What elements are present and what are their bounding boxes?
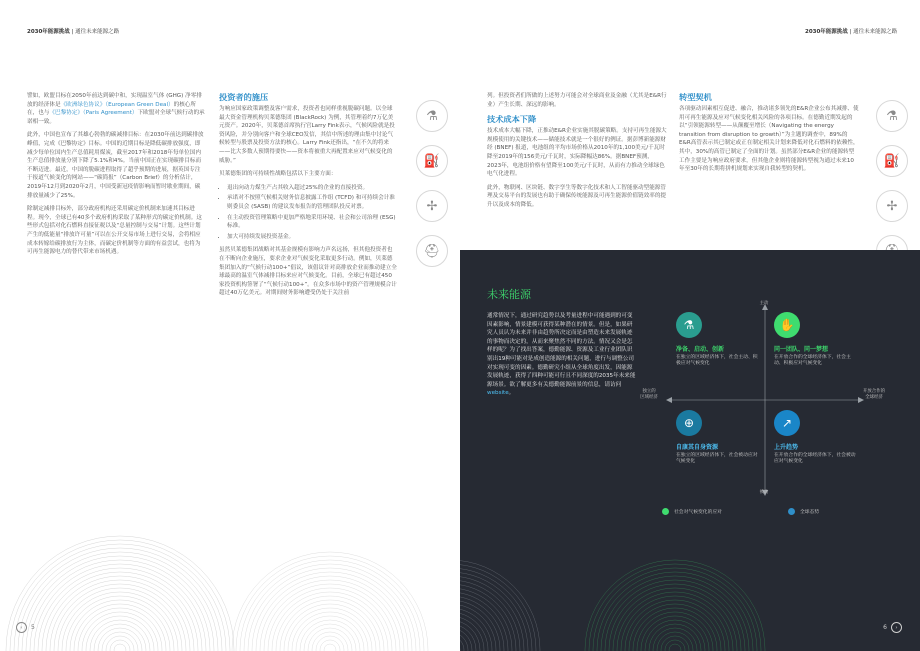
legend-item: 社会对气候变化的应对 <box>662 508 722 515</box>
decorative-ring <box>22 552 218 651</box>
decorative-ring <box>98 628 142 651</box>
decorative-ring <box>256 576 404 651</box>
decorative-ring <box>42 572 198 651</box>
decorative-ring <box>236 556 424 651</box>
hard-hat-icon: ⛑ <box>416 235 448 267</box>
decorative-ring <box>78 608 162 651</box>
decorative-ring <box>54 584 186 651</box>
decorative-ring <box>276 596 384 651</box>
wind-turbine-icon: ✢ <box>876 190 908 222</box>
decorative-ring <box>460 584 516 651</box>
paragraph: 技术成本大幅下降，正推动E&R企业实施其脱碳策略。支持可再生能源大规模使用的关键技术——储能技术就是一个很好的例证。据彭博新能源财经 (BNEF) 报道，电池组的平均市场价格从2010年的1,100美元/千瓦时降至2019年的156美元/千瓦时，实际降幅达86%。据BNEF预测，2023年，电池组价格有望降至100美元/千瓦时，从而有力推动全球绿色电气化进程。 <box>487 128 667 178</box>
right-column-1 <box>487 92 667 215</box>
decorative-ring <box>252 572 408 651</box>
decorative-ring <box>460 568 532 651</box>
decorative-ring <box>460 596 504 651</box>
decorative-ring <box>292 612 368 651</box>
decorative-ring <box>460 600 500 651</box>
decorative-ring <box>82 612 158 651</box>
decorative-ring <box>66 596 174 651</box>
scenario-quadrant <box>774 410 858 466</box>
section-heading: 转型契机 <box>679 92 712 102</box>
decorative-ring <box>460 560 540 651</box>
decorative-ring <box>625 600 725 651</box>
decorative-ring <box>589 564 761 651</box>
decorative-ring <box>460 632 468 651</box>
paragraph: 此外，中国也宣布了其雄心勃勃的碳减排目标：在2030年前达到碳排放峰值，完成《巴黎协定》目标。中国的近期目标是降低碳排放强度，即减少每单位国内生产总值耗用煤炭，截至2017年和2018年每单位国内生产总值排放量分别下降了5.1%和4%。当前中国正在实现碳排目标而不断迈进。最近，中国的脱碳进程取得了超乎预期的进展，据英国专注于报道气候变化的网站——“碳简报”（Carbon Brief）的分析估计，2019年12月到2020年2月，中国受新冠疫情影响而暂时歇业期间，碳排放量减少了25%。 <box>27 132 204 199</box>
decorative-ring <box>460 612 488 651</box>
page-number: 6 › <box>883 622 902 633</box>
scenario-quadrant <box>676 312 760 368</box>
prev-page-icon[interactable]: ‹ <box>16 622 27 633</box>
globe-icon: ⊕ <box>676 410 702 436</box>
decorative-ring <box>609 584 741 651</box>
quadrant-title: 上升趋势 <box>774 444 799 451</box>
strategy-list <box>219 184 397 242</box>
quadrant-description: 在独立的区域经济体下，社会被动应对气候变化 <box>676 453 758 465</box>
decorative-ring <box>669 644 681 651</box>
paragraph: 虽然贝莱德集团战略对其基金规模有影响力声名远扬，但其他投资者也在不断向企业施压，要求企业对气候变化采取更多行动。例如，贝莱德集团加入的“气候行动100+”倡议，该倡议针对高排放企业而推动建立全球最高的温室气体减排目标来应对气候变化。目前，全球已有超过450家投资机构签署了“气候行动100+”。在众多市场中的资产管理规模合计超过40万亿美元。对期间财务影响遭受仍处于关注前 <box>219 247 397 297</box>
decorative-ring <box>649 624 701 651</box>
flask-icon: ⚗ <box>876 100 908 132</box>
decorative-ring <box>460 636 464 651</box>
decorative-ring <box>605 580 745 651</box>
section-heading: 投资者的施压 <box>219 92 269 102</box>
flask-icon: ⚗ <box>676 312 702 338</box>
decorative-ring <box>46 576 194 651</box>
paris-agreement-link[interactable]: 《巴黎协定》（Paris Agreement） <box>49 110 138 117</box>
paragraph: 此外，物联网、区块链、数字孪生等数字化技术和人工智能驱动型能源管理及交易平台的发展也有助于确保传统能源及可再生能源价值链效率的提升以及成本的降低。 <box>487 184 667 208</box>
decorative-ring <box>460 564 536 651</box>
decorative-ring <box>460 608 492 651</box>
decorative-ring <box>460 620 480 651</box>
decorative-ring <box>6 536 234 651</box>
decorative-ring <box>14 544 226 651</box>
right-column-2 <box>679 92 859 179</box>
list-item: • 加大可持续发展投资基金。 <box>227 233 397 242</box>
decorative-ring <box>460 580 520 651</box>
decorative-ring <box>308 628 352 651</box>
decorative-ring <box>593 568 757 651</box>
decorative-ring <box>110 640 130 651</box>
right-page <box>460 0 920 651</box>
decorative-ring <box>613 588 737 651</box>
page-header <box>27 27 119 35</box>
next-page-icon[interactable]: › <box>891 622 902 633</box>
report-title: 2030年能源挑战 <box>805 29 848 35</box>
quadrant-description: 在开放合作的全球经济体下，社会主动、积极应对气候变化 <box>774 355 851 367</box>
decorative-ring <box>62 592 178 651</box>
decorative-ring <box>244 564 416 651</box>
decorative-ring <box>106 636 134 651</box>
quadrant-description: 在独立的区域经济体下，社会主动、积极应对气候变化 <box>676 355 758 367</box>
decorative-ring <box>34 564 206 651</box>
paragraph: 贝莱德集团的可持续性战略包括以下主要方面： <box>219 171 337 178</box>
report-subtitle: 通往未来能源之路 <box>75 29 120 35</box>
header-separator: | <box>71 29 74 35</box>
oil-pump-icon: ⛽ <box>416 145 448 177</box>
decorative-ring <box>633 608 717 651</box>
decorative-ring <box>324 644 336 651</box>
future-energy-text: 通常情况下，通过研究趋势以及考量进程中可能遇到的可变因素影响，情景建模可获得某种潜在的情景。但是，如果研究人员认为未来并非由趋势所决定而是由塑造未来发展轨迹的事物而决定的，从而来聚焦然不同的方法。情况又会是怎样的呢？为了找出答案，德勤能源、资源及工业行业团队识别出19种可能对是成创造能源的相关问题，进行与调整公司对实现可变的因素。德勤研究小组从全球角度出发，因能源发展轨迹，获得了四种可能可行且不同深度的2035年未来能源场景。欲了解更多有关德勤能源前景的信息，请访问website。 <box>487 313 636 397</box>
decorative-ring <box>38 568 202 651</box>
decorative-ring <box>617 592 733 651</box>
decorative-ring <box>248 568 412 651</box>
decorative-ring <box>268 588 392 651</box>
decorative-ring <box>288 608 372 651</box>
header-separator: | <box>849 29 852 35</box>
decorative-ring <box>114 644 126 651</box>
decorative-ring <box>665 640 685 651</box>
scenario-quadrant <box>774 312 858 368</box>
paragraph: 为响应国家政策调整及客户需求，投资者也同样重视脱碳问题。以全球最大资金管理机构贝莱德集团 (BlackRock) 为例，其管理着约7万亿美元资产。2020年，贝莱德首席执行官Larry Fink表示，气候风险就是投资风险，并分别向客户和全球CEO发信，其信中所述的理由集中讨论气候转型与股票及投资方法的核心。Larry Fink还指出，“在不久的将来——比大多数人预期得要快——资本将被重大再配置来应对气候变化的威胁。” <box>219 106 395 164</box>
paragraph: 各项驱动因素相互促进、融合，推动诸多领先的E&R企业公布其减排、使用可再生能源及应对气候变化相关风险的各项目标。在德勤近期发起的以“引领能源转型——从颠覆至增长（Navigating the energy transition from disruption to growth）”为主题的调查中，89%的E&R高管表示其已制定或正在制定相关计划来降低对化石燃料的依赖性，其中，30%的高管已制定了全面的计划。虽然部分E&R企业的能源转型工作主要是为响应政府要求，但其他企业则将能源转型视为通过未来10年至30年的长期将拼机规划来实现自我转型的契机。 <box>679 106 859 173</box>
decorative-ring <box>460 616 484 651</box>
decorative-ring <box>460 624 476 651</box>
quadrant-title: 同一团队、同一梦想 <box>774 346 829 353</box>
report-subtitle: 通往未来能源之路 <box>853 29 898 35</box>
decorative-ring <box>296 616 364 651</box>
decorative-ring <box>26 556 214 651</box>
decorative-ring <box>460 588 512 651</box>
decorative-ring <box>645 620 705 651</box>
axis-right-label: 开放合作的 全球经济 <box>863 389 885 400</box>
decorative-ring <box>86 616 154 651</box>
decorative-ring <box>272 592 388 651</box>
decorative-ring <box>74 604 166 651</box>
green-deal-link[interactable]: 《欧洲绿色协议》（European Green Deal） <box>60 101 174 108</box>
decorative-ring <box>601 576 749 651</box>
wind-turbine-icon: ✢ <box>416 190 448 222</box>
decorative-ring <box>70 600 170 651</box>
decorative-ring <box>629 604 721 651</box>
decorative-ring <box>316 636 344 651</box>
paragraph: 列。但投资者们所做的上述努力可能会对全球商业及金融（尤其是E&R行业）产生长期、深远的影响。 <box>487 93 667 108</box>
decorative-ring <box>18 548 222 651</box>
decorative-ring <box>320 640 340 651</box>
decorative-ring <box>460 572 528 651</box>
list-item: • 退出向动力煤生产占其收入超过25%的企业的直接投资。 <box>227 184 397 193</box>
green-dot-icon <box>662 508 669 515</box>
decorative-ring <box>460 576 524 651</box>
section-heading: 技术成本下降 <box>487 114 537 125</box>
decorative-ring <box>585 560 765 651</box>
scenario-quadrant <box>676 410 760 466</box>
left-column-2 <box>219 92 397 303</box>
blue-dot-icon <box>788 508 795 515</box>
decorative-ring <box>300 620 360 651</box>
decorative-ring <box>264 584 396 651</box>
axis-left-label: 独立的 区域经济 <box>640 389 658 400</box>
axis-top-label: 主动 <box>759 301 769 306</box>
flask-icon: ⚗ <box>416 100 448 132</box>
page-header <box>805 27 897 35</box>
decorative-ring <box>657 632 693 651</box>
decorative-ring <box>460 604 496 651</box>
future-energy-panel <box>460 250 920 651</box>
decorative-ring <box>460 628 472 651</box>
decorative-ring <box>260 580 400 651</box>
decorative-ring <box>460 592 508 651</box>
decorative-ring <box>30 560 210 651</box>
legend-item: 全球态势 <box>788 508 819 515</box>
paragraph: 除制定减排目标外，部分政府机构还采用碳定价机制来加速其目标进程。现今，全球已有40多个政府机构采取了某种形式的碳定价机制。这些形式包括对化石燃料直接征税以及“总量控制与交易”计划。这些计划产生的低能量“排放许可量”可以在公开交易市场上进行交易，会将相应成本转嫁给碳排放行为主体，而碳定价机制等方面的有益尝试，也将为可再生能源电力的替代带来市场机遇。 <box>27 206 202 256</box>
future-energy-title: 未来能源 <box>487 288 531 301</box>
axis-bottom-label: 被动 <box>759 490 769 495</box>
quadrant-description: 在开放合作的全球经济体下，社会被动应对气候变化 <box>774 453 856 465</box>
decorative-ring <box>94 624 146 651</box>
side-icon-column <box>416 100 450 280</box>
left-column-1 <box>27 92 205 262</box>
quadrant-title: 自康其自身资源 <box>676 444 719 451</box>
decorative-ring <box>58 588 182 651</box>
decorative-ring <box>641 616 709 651</box>
list-item: • 承诺对不按照气候相关财务信息披露工作组 (TCFD) 和可持续会计准则委员会 (SASB) 的建议发布报告的管理团队投反对票。 <box>227 194 397 211</box>
decorative-ring <box>102 632 138 651</box>
decorative-ring <box>597 572 753 651</box>
list-item: • 在主动投资管理策略中更加严格地采用环境、社会和公司治理 (ESG) 标准。 <box>227 214 397 231</box>
paragraph: 譬如，欧盟目标在2050年前达到碳中和，实现温室气体 (GHG) 净零排放的经济体是《欧洲绿色协议》（European Green Deal）的核心所在，也与《巴黎协定》（Paris Agreement）下欧盟对全球气候行动的承诺相一致。 <box>27 93 205 125</box>
handshake-icon: ✋ <box>774 312 800 338</box>
rising-trend-icon: ↗ <box>774 410 800 436</box>
decorative-ring <box>653 628 697 651</box>
decorative-ring <box>661 636 689 651</box>
website-link[interactable]: website <box>487 390 509 397</box>
report-title: 2030年能源挑战 <box>27 29 70 35</box>
decorative-ring <box>637 612 713 651</box>
oil-pump-icon: ⛽ <box>876 145 908 177</box>
decorative-ring <box>90 620 150 651</box>
decorative-ring <box>240 560 420 651</box>
decorative-ring <box>304 624 356 651</box>
decorative-ring <box>284 604 376 651</box>
page-number: ‹ 5 <box>16 622 35 633</box>
decorative-ring <box>50 580 190 651</box>
decorative-ring <box>10 540 230 651</box>
decorative-ring <box>280 600 380 651</box>
decorative-ring <box>621 596 729 651</box>
decorative-ring <box>312 632 348 651</box>
quadrant-title: 净备、启动、创新 <box>676 346 725 353</box>
decorative-ring <box>232 552 428 651</box>
